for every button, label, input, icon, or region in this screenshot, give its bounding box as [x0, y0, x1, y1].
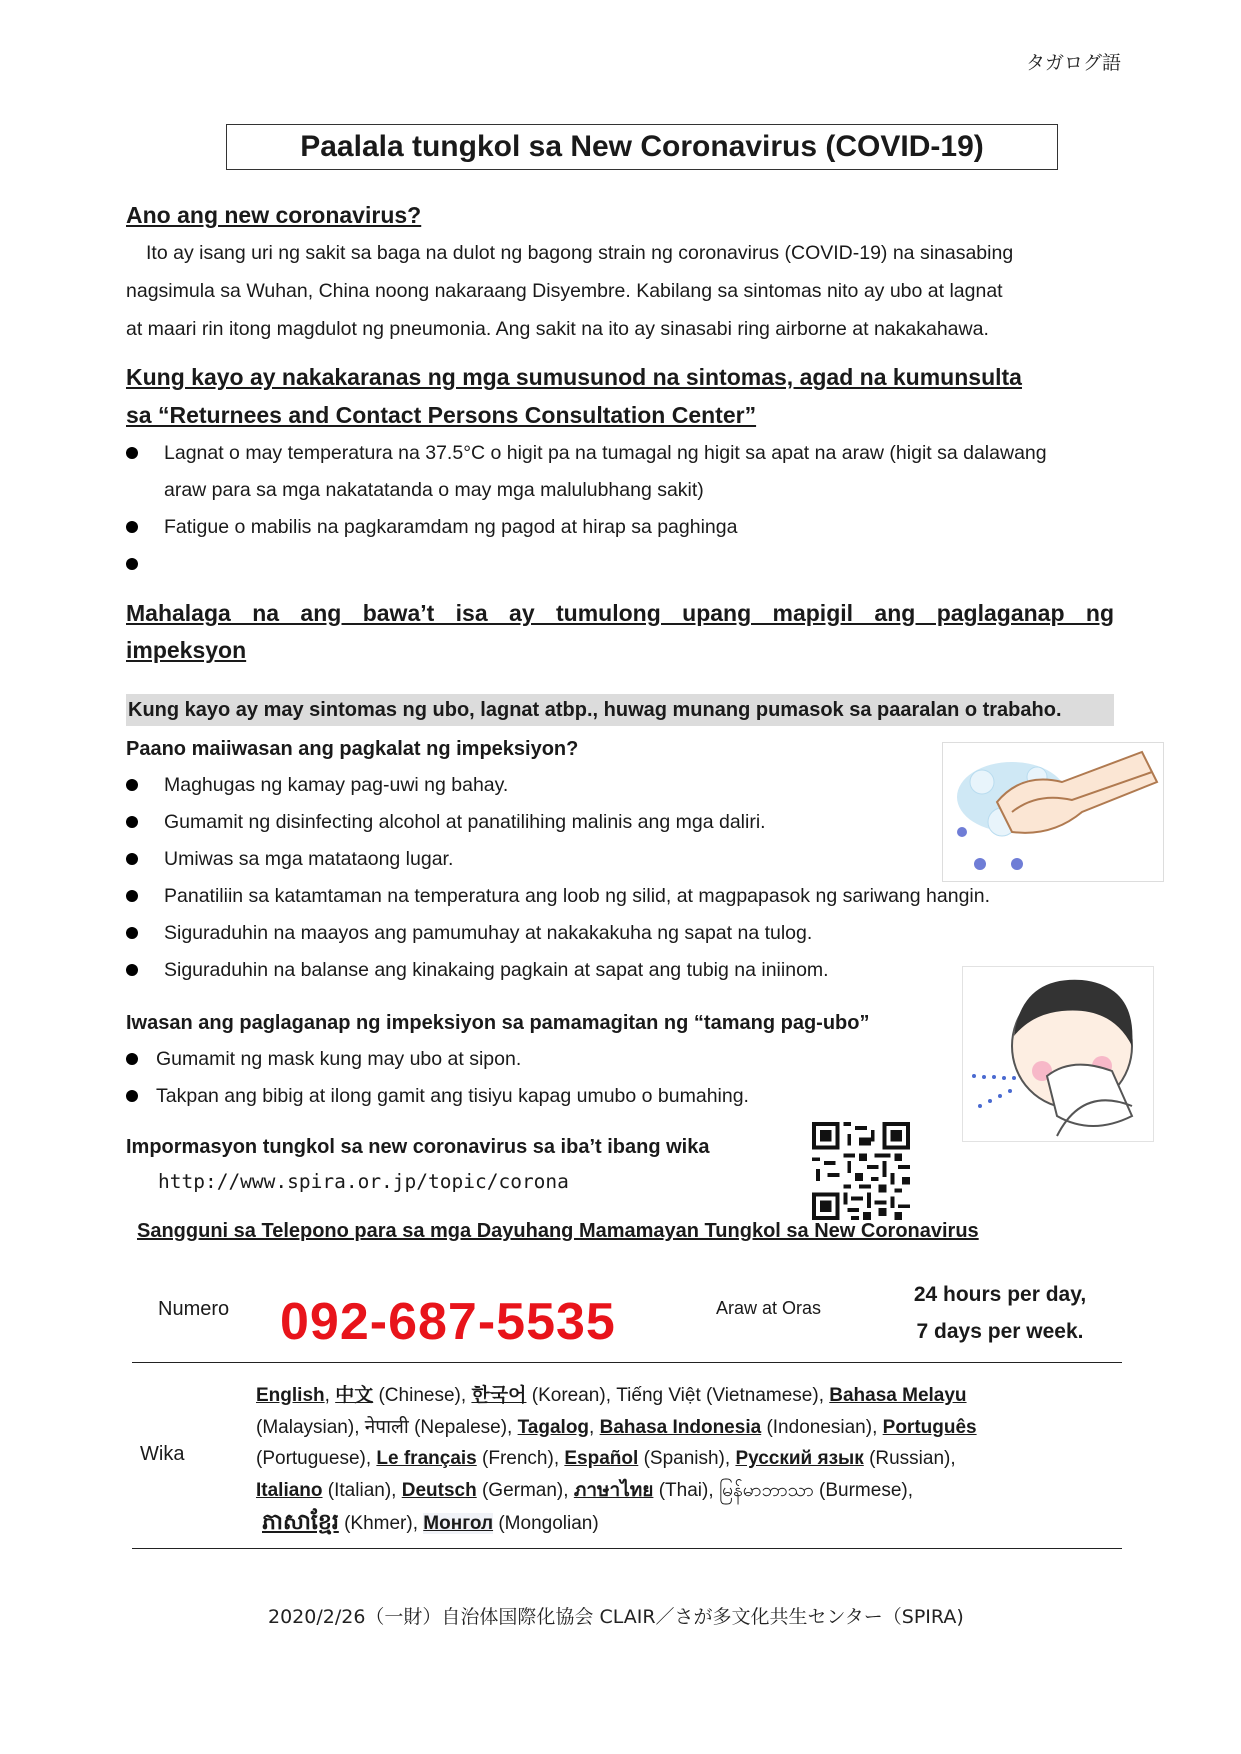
- intro-line: Ito ay isang uri ng sakit sa baga na dulot ng bagong strain ng coronavirus (COVID-19) na sinasabing: [146, 242, 1014, 264]
- bullet-icon: [126, 1090, 138, 1102]
- list-item: [126, 1041, 886, 1078]
- lang-link-korean[interactable]: 한국어: [471, 1385, 527, 1406]
- lang-name: (Vietnamese): [706, 1385, 819, 1406]
- language-line: Italiano (Italian), Deutsch (German), ภาษาไทย (Thai), မြန်မာဘာသာ (Burmese),: [256, 1479, 913, 1501]
- prevention-text: Siguraduhin na maayos ang pamumuhay at nakakakuha ng sapat na tulog.: [164, 922, 813, 944]
- section-heading-symptoms-line2: sa “Returnees and Contact Persons Consultation Center”: [126, 402, 757, 428]
- divider: [132, 1548, 1122, 1549]
- lang-link-thai[interactable]: ภาษาไทย: [573, 1479, 654, 1501]
- list-item: [126, 915, 1066, 952]
- lang-link-portuguese[interactable]: Português: [882, 1416, 977, 1438]
- prevention-text: Panatiliin sa katamtaman na temperatura ang loob ng silid, at magpapasok ng sariwang hangin.: [164, 885, 991, 907]
- number-label: Numero: [158, 1298, 230, 1320]
- lang-link-malay[interactable]: Bahasa Melayu: [829, 1385, 967, 1406]
- intro-paragraph: [126, 234, 1116, 348]
- section-heading-symptoms: Kung kayo ay nakakaranas ng mga sumusunod na sintomas, agad na kumunsulta: [126, 364, 1022, 390]
- lang-name: (Chinese): [378, 1385, 461, 1406]
- handwashing-illustration: [942, 742, 1164, 882]
- divider: [132, 1362, 1122, 1363]
- language-line: English, 中文 (Chinese), 한국어 (Korean), Tiếng Việt (Vietnamese), Bahasa Melayu: [256, 1385, 967, 1406]
- lang-name: (Mongolian): [498, 1513, 599, 1534]
- bullet-icon: [126, 816, 138, 828]
- footer-credit: 2020/2/26（一財）自治体国際化協会 CLAIR／さが多文化共生センター（SPIRA): [268, 1606, 964, 1628]
- prevent-heading: Paano maiiwasan ang pagkalat ng impeksiyon?: [126, 738, 579, 760]
- bullet-icon: [126, 1053, 138, 1065]
- lang-name: (Malaysian): [256, 1416, 355, 1438]
- bullet-icon: [126, 964, 138, 976]
- phone-number[interactable]: 092-687-5535: [280, 1293, 616, 1351]
- section-heading-prevention-line2: impeksyon: [126, 637, 247, 663]
- section-heading-prevention: Mahalaga na ang bawa’t isa ay tumulong upang mapigil ang paglaganap ng: [126, 600, 1114, 626]
- lang-name: (Russian): [869, 1448, 951, 1469]
- coughing-illustration: [962, 966, 1154, 1142]
- language-list: [256, 1380, 1116, 1540]
- lang-link-vietnamese[interactable]: Tiếng Việt: [616, 1385, 701, 1406]
- prevention-list: [126, 767, 1066, 989]
- hours-label: Araw at Oras: [716, 1298, 822, 1318]
- lang-link-spanish[interactable]: Español: [564, 1448, 639, 1469]
- list-item: [126, 841, 1066, 878]
- list-item: [126, 546, 1116, 583]
- lang-name: (Spanish): [643, 1448, 725, 1469]
- list-item: [126, 952, 1066, 989]
- list-item: [126, 509, 1116, 546]
- lang-name: (German): [481, 1479, 564, 1501]
- lang-link-italian[interactable]: Italiano: [256, 1479, 323, 1501]
- lang-name: (Khmer): [344, 1513, 413, 1534]
- lang-link-french[interactable]: Le français: [376, 1448, 477, 1469]
- cough-list: [126, 1041, 886, 1115]
- section-heading-what-is: Ano ang new coronavirus?: [126, 202, 422, 228]
- lang-name: (Portuguese): [256, 1448, 366, 1469]
- lang-name: (Korean): [531, 1385, 606, 1406]
- bullet-icon: [126, 779, 138, 791]
- lang-link-tagalog[interactable]: Tagalog: [517, 1416, 590, 1438]
- bullet-icon: [126, 521, 138, 533]
- page-title: Paalala tungkol sa New Coronavirus (COVID-19): [226, 124, 1058, 170]
- hotline-heading: Sangguni sa Telepono para sa mga Dayuhang Mamamayan Tungkol sa New Coronavirus: [137, 1220, 979, 1242]
- language-tag: タガログ語: [1025, 52, 1121, 74]
- list-item: [126, 767, 1066, 804]
- language-label: Wika: [140, 1443, 185, 1465]
- hours-value: [900, 1276, 1100, 1350]
- lang-name: (French): [482, 1448, 554, 1469]
- hours-line: 7 days per week.: [916, 1320, 1084, 1343]
- lang-link-chinese[interactable]: 中文: [335, 1385, 374, 1406]
- qr-code: [812, 1122, 910, 1220]
- bullet-icon: [126, 890, 138, 902]
- lang-link-indonesian[interactable]: Bahasa Indonesia: [599, 1416, 762, 1438]
- intro-line: nagsimula sa Wuhan, China noong nakaraang Disyembre. Kabilang sa sintomas nito ay ubo at lagnat: [126, 280, 1003, 302]
- notice-banner: Kung kayo ay may sintomas ng ubo, lagnat atbp., huwag munang pumasok sa paaralan o trabaho.: [126, 694, 1114, 726]
- symptom-text: araw para sa mga nakatatanda o may mga malulubhang sakit): [164, 479, 704, 501]
- list-item: [126, 435, 1116, 509]
- language-line: ភាសាខ្មែរ (Khmer), Монгол (Mongolian): [262, 1509, 599, 1534]
- cough-text: Gumamit ng mask kung may ubo at sipon.: [156, 1048, 522, 1070]
- bullet-icon: [126, 927, 138, 939]
- symptom-text: Fatigue o mabilis na pagkaramdam ng pagod at hirap sa paghinga: [164, 516, 738, 538]
- symptom-text: Lagnat o may temperatura na 37.5°C o higit pa na tumagal ng higit sa apat na araw (higit sa dalawang: [164, 442, 1047, 464]
- lang-name: (Thai): [658, 1479, 709, 1501]
- intro-line: at maari rin itong magdulot ng pneumonia. Ang sakit na ito ay sinasabi ring airborne at nakakahawa.: [126, 318, 989, 340]
- prevention-text: Siguraduhin na balanse ang kinakaing pagkain at sapat ang tubig na iniinom.: [164, 959, 829, 981]
- lang-link-german[interactable]: Deutsch: [401, 1479, 477, 1501]
- info-heading: Impormasyon tungkol sa new coronavirus sa iba’t ibang wika: [126, 1136, 710, 1158]
- lang-name: (Italian): [327, 1479, 392, 1501]
- cough-heading: Iwasan ang paglaganap ng impeksiyon sa pamamagitan ng “tamang pag-ubo”: [126, 1012, 870, 1034]
- symptom-list: [126, 435, 1116, 583]
- lang-link-english[interactable]: English: [256, 1385, 325, 1406]
- language-line: (Malaysian), नेपाली (Nepalese), Tagalog, Bahasa Indonesia (Indonesian), Português: [256, 1416, 977, 1438]
- bullet-icon: [126, 853, 138, 865]
- list-item: [126, 804, 1066, 841]
- info-url-link[interactable]: http://www.spira.or.jp/topic/corona: [158, 1170, 569, 1193]
- lang-link-mongolian[interactable]: Монгол: [423, 1513, 494, 1534]
- lang-name: (Indonesian): [766, 1416, 873, 1438]
- prevention-text: Umiwas sa mga matataong lugar.: [164, 848, 454, 870]
- bullet-icon: [126, 558, 138, 570]
- lang-link-russian[interactable]: Русский язык: [735, 1448, 864, 1469]
- lang-name: (Nepalese): [414, 1416, 508, 1438]
- cough-text: Takpan ang bibig at ilong gamit ang tisiyu kapag umubo o bumahing.: [156, 1085, 749, 1107]
- list-item: [126, 878, 1066, 915]
- prevention-text: Gumamit ng disinfecting alcohol at panatilihing malinis ang mga daliri.: [164, 811, 766, 833]
- prevention-text: Maghugas ng kamay pag-uwi ng bahay.: [164, 774, 509, 796]
- bullet-icon: [126, 447, 138, 459]
- list-item: [126, 1078, 886, 1115]
- language-line: (Portuguese), Le français (French), Español (Spanish), Русский язык (Russian),: [256, 1448, 956, 1469]
- lang-link-burmese[interactable]: မြန်မာဘာသာ: [718, 1479, 814, 1501]
- lang-link-nepali[interactable]: नेपाली: [364, 1416, 409, 1438]
- lang-name: (Burmese): [819, 1479, 908, 1501]
- lang-link-khmer[interactable]: ភាសាខ្មែរ: [262, 1509, 339, 1534]
- hours-line: 24 hours per day,: [913, 1283, 1087, 1306]
